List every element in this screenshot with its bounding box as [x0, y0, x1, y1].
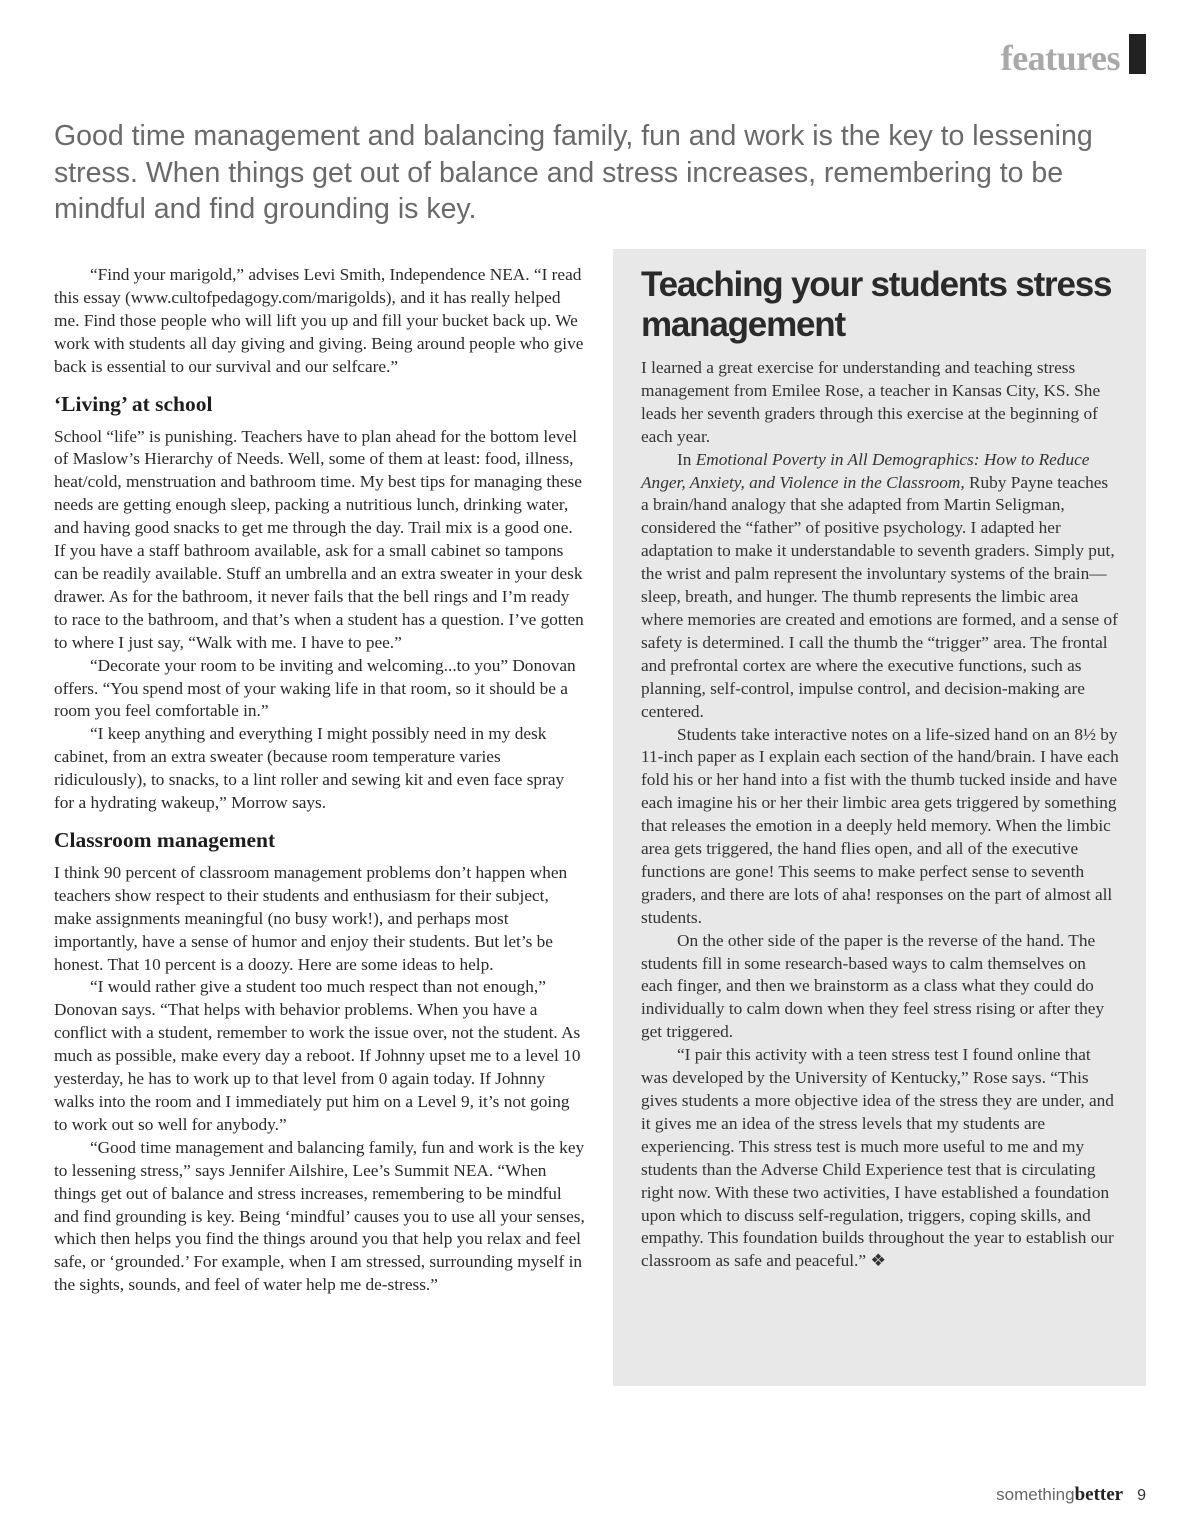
- sidebar-text: In: [677, 449, 696, 469]
- article-paragraph: “I would rather give a student too much respect than not enough,” Donovan says. “That helps with behavior problems. When you have a conflict with a student, remember to work the issue over, not the student. As much as possible, make every day a reboot. If Johnny upset me to a level 10 yesterday, he has to work up to that level from 0 again today. If Johnny walks into the room and I immediately put him on a Level 9, it’s not going to work out so well for anybody.”: [54, 977, 581, 1134]
- section-marker-bar: [1129, 34, 1146, 74]
- page-number: 9: [1137, 1487, 1146, 1504]
- book-title: Emotional Poverty in All Demographics: How to Reduce Anger, Anxiety, and Violence in the Classroom,: [641, 449, 1090, 492]
- sidebar-paragraph: Students take interactive notes on a life-sized hand on an 8½ by 11-inch paper as I explain each section of the hand/brain. I have each fold his or her hand into a fist with the thumb tucked inside and have each imagine his or her their limbic area gets triggered by something that releases the emotion in a deeply held memory. When the limbic area gets triggered, the hand flies open, and all of the executive functions are gone! This seems to make perfect sense to seventh graders, and there are lots of aha! responses on the part of almost all students.: [641, 724, 1119, 927]
- section-label: features: [1000, 38, 1120, 78]
- sidebar-paragraph: [641, 449, 1120, 724]
- subheading-living-at-school: ‘Living’ at school: [54, 391, 213, 416]
- article-paragraph: “Good time management and balancing family, fun and work is the key to lessening stress,” says Jennifer Ailshire, Lee’s Summit NEA. “When things get out of balance and stress increases, remembering to be mindful and find grounding is key. Being ‘mindful’ causes you to use all your senses, which then helps you find the things around you that help you relax and feel safe, or ‘grounded.’ For example, when I am stressed, surrounding myself in the sights, sounds, and feel of water help me de-stress.”: [54, 1137, 585, 1295]
- pull-quote: Good time management and balancing family, fun and work is the key to lessening stress. When things get out of balance and stress increases, remembering to be mindful and find grounding is key.: [54, 120, 1093, 225]
- sidebar-paragraph: “I pair this activity with a teen stress test I found online that was developed by the University of Kentucky,” Rose says. “This gives students a more objective idea of the stress they are under, and it gives me an idea of the stress levels that my students are experiencing. This stress test is much more useful to me and my students than the Adverse Child Experience test that is circulating right now. With these two activities, I have established a foundation upon which to discuss self-regulation, triggers, coping skills, and empathy. This foundation builds throughout the year to establish our classroom as safe and peaceful.” ❖: [641, 1045, 1114, 1271]
- sidebar-box: [613, 249, 1146, 1386]
- sidebar-paragraph: On the other side of the paper is the reverse of the hand. The students fill in some research-based ways to calm themselves on each finger, and then we brainstorm as a class what they could do individually to calm down when they feel stress rising or after they get triggered.: [641, 930, 1105, 1042]
- article-paragraph: “I keep anything and everything I might possibly need in my desk cabinet, from an extra sweater (because room temperature varies ridiculously), to snacks, to a lint roller and sewing kit and even face spray for a hydrating wakeup,” Morrow says.: [54, 724, 565, 813]
- article-paragraph: I think 90 percent of classroom management problems don’t happen when teachers show respect to their students and enthusiasm for their subject, make assignments meaningful (no busy work!), and perhaps most importantly, have a sense of humor and enjoy their students. But let’s be honest. That 10 percent is a doozy. Here are some ideas to help.: [54, 862, 568, 974]
- article-paragraph: School “life” is punishing. Teachers have to plan ahead for the bottom level of Maslow’s Hierarchy of Needs. Well, some of them at least: food, illness, heat/cold, menstruation and bathroom time. My best tips for managing these needs are getting enough sleep, packing a nutritious lunch, drinking water, and having good snacks to get me through the day. Trail mix is a good one. If you have a staff bathroom available, ask for a small cabinet so tampons can be readily available. Stuff an umbrella and an extra sweater in your desk drawer. As for the bathroom, it never fails that the bell rings and I’m ready to race to the bathroom, and that’s when a student has a question. I’ve gotten to where I just say, “Walk with me. I have to pee.”: [54, 426, 584, 652]
- subheading-classroom-management: Classroom management: [54, 827, 276, 852]
- magazine-brand-bold: better: [1074, 1484, 1124, 1505]
- sidebar-text: Ruby Payne teaches a brain/hand analogy that she adapted from Martin Seligman, considered the “father” of positive psychology. I adapted her adaptation to make it understandable to seventh graders. Simply put, the wrist and palm represent the involuntary systems of the brain—sleep, breath, and hunger. The thumb represents the limbic area where memories are created and emotions are formed, and a sense of safety is determined. I call the thumb the “trigger” area. The frontal and prefrontal cortex are where the executive functions, such as planning, self-control, impulse control, and decision-making are centered.: [641, 472, 1118, 721]
- main-article-column: [54, 264, 587, 1297]
- article-paragraph: “Find your marigold,” advises Levi Smith, Independence NEA. “I read this essay (www.cultofpedagogy.com/marigolds), and it has really helped me. Find those people who will lift you up and fill your bucket back up. We work with students all day giving and giving. Being around people who give back is essential to our survival and our selfcare.”: [54, 265, 584, 376]
- sidebar-title: Teaching your students stress management: [641, 265, 1112, 344]
- magazine-brand-light: something: [996, 1485, 1075, 1504]
- sidebar-paragraph: I learned a great exercise for understanding and teaching stress management from Emilee Rose, a teacher in Kansas City, KS. She leads her seventh graders through this exercise at the beginning of each year.: [641, 358, 1101, 446]
- article-paragraph: “Decorate your room to be inviting and welcoming...to you” Donovan offers. “You spend most of your waking life in that room, so it should be a room you feel comfortable in.”: [54, 655, 576, 721]
- page-footer: [996, 1484, 1146, 1506]
